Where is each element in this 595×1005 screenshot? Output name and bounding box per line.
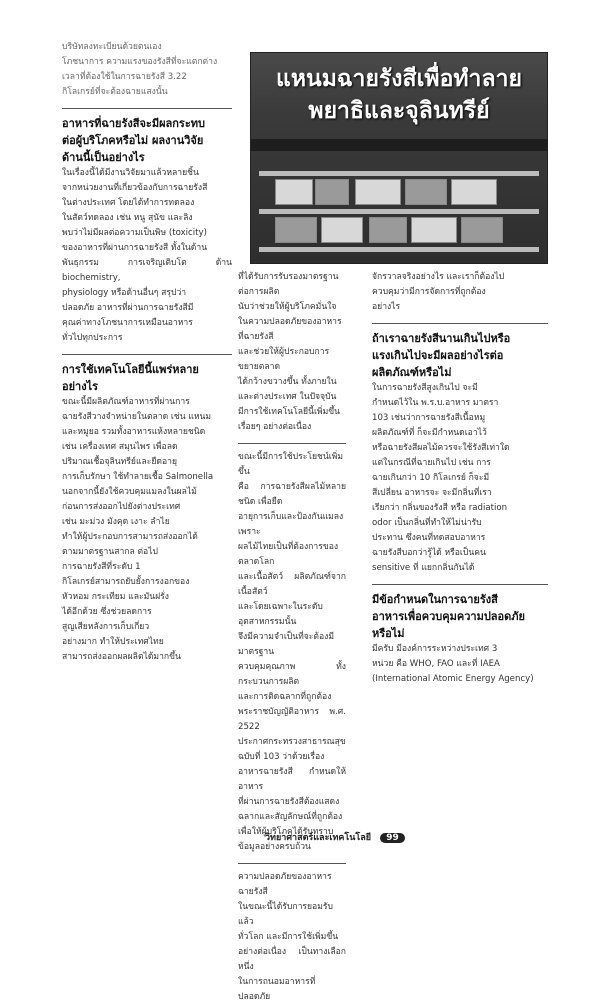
column-right xyxy=(372,270,548,687)
package-image xyxy=(405,179,447,205)
package-image xyxy=(411,217,457,243)
divider xyxy=(62,354,232,355)
paragraph-safety: ความปลอดภัยของอาหารฉายรังสี ในขณะนี้ได้รับการยอมรับแล้ว ทั่วโลก และมีการใช้เพิ่มขึ้น อย่างต่อเนื่อง เป็นทางเลือกหนึ่ง ในการถนอมอาหารที่ปลอดภัย xyxy=(238,872,346,1002)
package-image xyxy=(321,217,363,243)
paragraph-standards: ที่ได้รับการรับรองมาตรฐานต่อการผลิต นับว่าช่วยให้ผู้บริโภคมั่นใจ ในความปลอดภัยของอาหารที่ฉายรังสี และช่วยให้ผู้ประกอบการขยายตลาด ได้กว้างขวางขึ้น ทั้งภายใน และต่างประเทศ ในปัจจุบัน มีการใช้เทคโนโลยีนี้เพิ่มขึ้น เรื่อยๆ อย่างต่อเนื่อง xyxy=(238,272,342,432)
heading-regulations: มีข้อกำหนดในการฉายรังสี อาหารเพื่อควบคุมความปลอดภัย หรือไม่ xyxy=(372,593,525,640)
shelf xyxy=(259,171,539,176)
photo-title-line2: พยาธิและจุลินทรีย์ xyxy=(308,98,490,124)
divider xyxy=(372,323,548,324)
paragraph-agencies: มีครับ มีองค์การระหว่างประเทศ 3 หน่วย คือ WHO, FAO และที่ IAEA (International Atomic Energy Agency) xyxy=(372,644,534,684)
shelf xyxy=(259,247,539,252)
column-middle xyxy=(238,270,346,1005)
package-image xyxy=(461,217,503,243)
divider xyxy=(372,584,548,585)
shelf xyxy=(259,209,539,214)
page-number: 99 xyxy=(380,833,405,843)
divider xyxy=(238,443,346,444)
divider xyxy=(238,863,346,864)
article-photo xyxy=(250,52,548,264)
paragraph-overdose: ในการฉายรังสีสูงเกินไป จะมี กำหนดไว้ใน พ.ร.บ.อาหาร มาตรา 103 เช่นว่าการฉายรังสีเนื้อหมู ผลิตภัณฑ์ที่ ก็จะมีกำหนดเอาไว้ หรือฉายรังสีผลไม้ควรจะใช้รังสีเท่าใด แต่ในกรณีที่ฉายเกินไป เช่น การ ฉายเกินกว่า 10 กิโลเกรย์ ก็จะมี สีเปลี่ยน อาหารจะ จะมีกลิ่นที่เรา เรียกว่า กลิ่นของรังสี หรือ radiation odor เป็นกลิ่นที่ทำให้ไม่น่ารับ ประทาน ซึ่งคนที่ทดสอบอาหาร ฉายรังสีบอกว่ารู้ได้ หรือเป็นคน sensitive ที่ แยกกลิ่นกันได้ xyxy=(372,383,510,573)
paragraph-effects: ในเรื่องนี้ได้มีงานวิจัยมาแล้วหลายชิ้น จากหน่วยงานที่เกี่ยวข้องกับการฉายรังสี ในต่างประเทศ โดยได้ทำการทดลอง ในสัตว์ทดลอง เช่น หนู สุนัข และลิง พบว่าไม่มีผลต่อความเป็นพิษ (toxicity) ของอาหารที่ผ่านการฉายรังสี ทั้งในด้าน พันธุกรรม การเจริญเติบโต ด้าน biochemistry, physiology หรือด้านอื่นๆ สรุปว่า ปลอดภัย อาหารที่ผ่านการฉายรังสีมี คุณค่าทางโภชนาการเหมือนอาหาร ทั่วไปทุกประการ xyxy=(62,168,232,343)
package-image xyxy=(355,179,401,205)
shelf-shadow xyxy=(251,139,547,151)
heading-effects: อาหารที่ฉายรังสีจะมีผลกระทบ ต่อผู้บริโภคหรือไม่ ผลงานวิจัย ด้านนี้เป็นอย่างไร xyxy=(62,117,205,164)
journal-name: วิทยาศาสตร์และเทคโนโลยี xyxy=(265,833,372,843)
column-left xyxy=(62,40,232,665)
paragraph-regulation: ขณะนี้มีการใช้ประโยชน์เพิ่มขึ้น คือ การฉายรังสีผลไม้หลายชนิด เพื่อยืด อายุการเก็บและป้องกันแมลง เพราะ ผลไม้ไทยเป็นที่ต้องการของตลาดโลก และเนื้อสัตว์ ผลิตภัณฑ์จากเนื้อสัตว์ และโดยเฉพาะในระดับอุตสาหกรรมนั้น จึงมีความจำเป็นที่จะต้องมีมาตรฐาน ควบคุมคุณภาพ ทั้งกระบวนการผลิต และการติดฉลากที่ถูกต้อง พระราชบัญญัติอาหาร พ.ศ. 2522 ประกาศกระทรวงสาธารณสุข ฉบับที่ 103 ว่าด้วยเรื่อง อาหารฉายรังสี กำหนดให้อาหาร ที่ผ่านการฉายรังสีต้องแสดง ฉลากและสัญลักษณ์ที่ถูกต้อง เพื่อให้ผู้บริโภคได้รับทราบ ข้อมูลอย่างครบถ้วน xyxy=(238,452,346,852)
photo-title-line1: แหนมฉายรังสีเพื่อทำลาย xyxy=(276,66,522,92)
package-image xyxy=(451,179,497,205)
package-image xyxy=(275,179,313,205)
intro-paragraph: บริษัทลงทะเบียนด้วยตนเอง โภชนาการ ความแรงของรังสีที่จะแตกต่าง เวลาที่ต้องใช้ในการฉายรังสี 3.22 กิโลเกรย์ที่จะต้องฉายแสงนั้น xyxy=(62,42,218,97)
paragraph-usage: ขณะนี้มีผลิตภัณฑ์อาหารที่ผ่านการ ฉายรังสีวางจำหน่ายในตลาด เช่น แหนม และหมูยอ รวมทั้งอาหารแห้งหลายชนิด เช่น เครื่องเทศ สมุนไพร เพื่อลด ปริมาณเชื้อจุลินทรีย์และยืดอายุ การเก็บรักษา ใช้ทำลายเชื้อ Salmonella นอกจากนี้ยังใช้ควบคุมแมลงในผลไม้ ก่อนการส่งออกไปยังต่างประเทศ เช่น มะม่วง มังคุด เงาะ ลำไย ทำให้ผู้ประกอบการสามารถส่งออกได้ ตามมาตรฐานสากล ต่อไป การฉายรังสีที่ระดับ 1 กิโลเกรย์สามารถยับยั้งการงอกของ หัวหอม กระเทียม และมันฝรั่ง ได้อีกด้วย ซึ่งช่วยลดการ สูญเสียหลังการเก็บเกี่ยว อย่างมาก ทำให้ประเทศไทย สามารถส่งออกผลผลิตได้มากขึ้น xyxy=(62,397,214,662)
heading-usage: การใช้เทคโนโลยีนี้แพร่หลาย อย่างไร xyxy=(62,363,199,393)
divider xyxy=(62,108,232,109)
package-image xyxy=(315,179,349,205)
package-image xyxy=(369,217,407,243)
paragraph-control: จักรวาลจริงอย่างไร และเราก็ต้องไป ควบคุมว่ามีการจัดการที่ถูกต้อง อย่างไร xyxy=(372,272,505,312)
package-image xyxy=(275,217,317,243)
heading-overdose: ถ้าเราฉายรังสีนานเกินไปหรือ แรงเกินไปจะมีผลอย่างไรต่อ ผลิตภัณฑ์หรือไม่ xyxy=(372,332,511,379)
